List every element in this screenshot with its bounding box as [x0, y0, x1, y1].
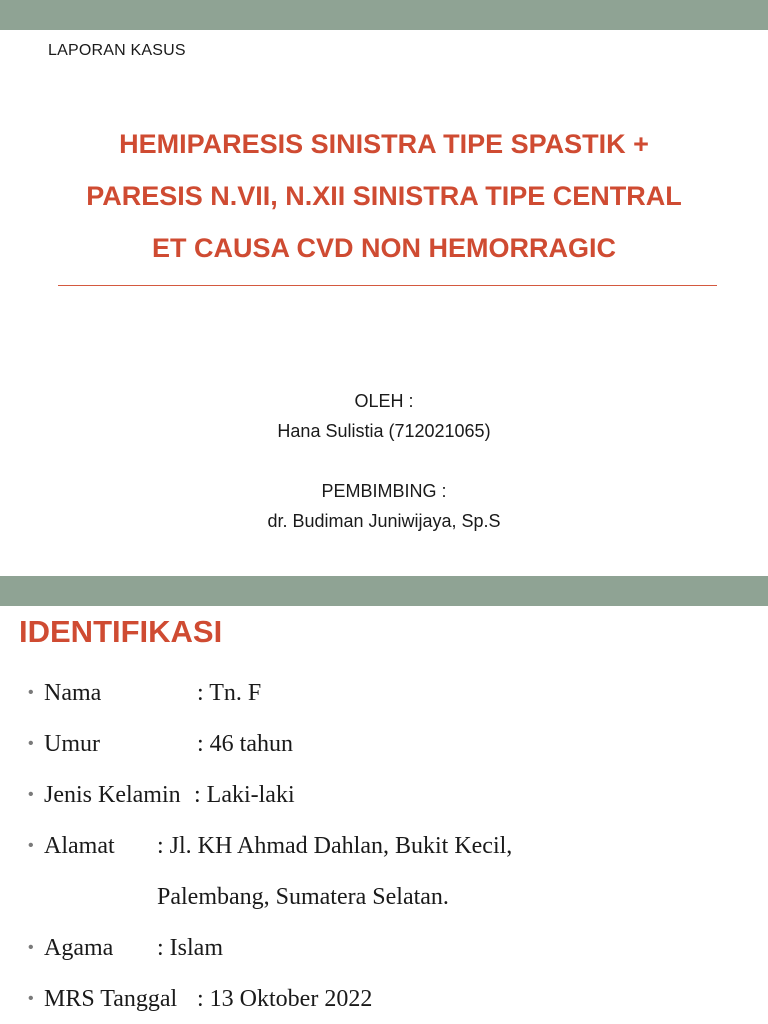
title-divider [58, 285, 717, 286]
supervisor-name: dr. Budiman Juniwijaya, Sp.S [267, 511, 501, 531]
supervisor-label: PEMBIMBING : [321, 481, 447, 501]
section-title: IDENTIFIKASI [19, 614, 223, 649]
item-value: : Laki-laki [194, 782, 295, 808]
item-key: Nama [44, 680, 102, 706]
list-item [28, 731, 748, 782]
case-title-line: ET CAUSA CVD NON HEMORRAGIC [151, 233, 616, 263]
bullet-icon: • [28, 939, 34, 956]
item-value: : Tn. F [197, 680, 262, 706]
list-item [28, 935, 748, 986]
item-value: : Jl. KH Ahmad Dahlan, Bukit Kecil, [157, 833, 513, 859]
item-key: MRS Tanggal [44, 986, 178, 1012]
case-title [0, 118, 768, 274]
bullet-icon: • [28, 990, 34, 1007]
identification-list [28, 680, 748, 1024]
item-value: : 46 tahun [197, 731, 293, 757]
item-key: Umur [44, 731, 100, 757]
bullet-icon: • [28, 837, 34, 854]
identification-slide [0, 576, 768, 1024]
list-item [28, 833, 748, 884]
item-value: : 13 Oktober 2022 [197, 986, 373, 1012]
top-bar [0, 576, 768, 606]
item-value: : Islam [157, 935, 223, 961]
list-item [28, 680, 748, 731]
author-block [0, 386, 768, 536]
item-key: Agama [44, 935, 114, 961]
list-item-continuation [28, 884, 748, 935]
case-title-line: PARESIS N.VII, N.XII SINISTRA TIPE CENTRAL [86, 181, 682, 211]
bullet-icon: • [28, 684, 34, 701]
bullet-icon: • [28, 735, 34, 752]
list-item [28, 986, 748, 1024]
item-key: Alamat [44, 833, 115, 859]
item-key: Jenis Kelamin [44, 782, 181, 808]
bullet-icon: • [28, 786, 34, 803]
top-bar [0, 0, 768, 30]
case-title-line: HEMIPARESIS SINISTRA TIPE SPASTIK + [119, 129, 649, 159]
author-name: Hana Sulistia (712021065) [277, 421, 491, 441]
report-type-label: LAPORAN KASUS [48, 42, 186, 59]
author-label: OLEH : [354, 391, 414, 411]
list-item [28, 782, 748, 833]
item-value: Palembang, Sumatera Selatan. [157, 884, 449, 910]
